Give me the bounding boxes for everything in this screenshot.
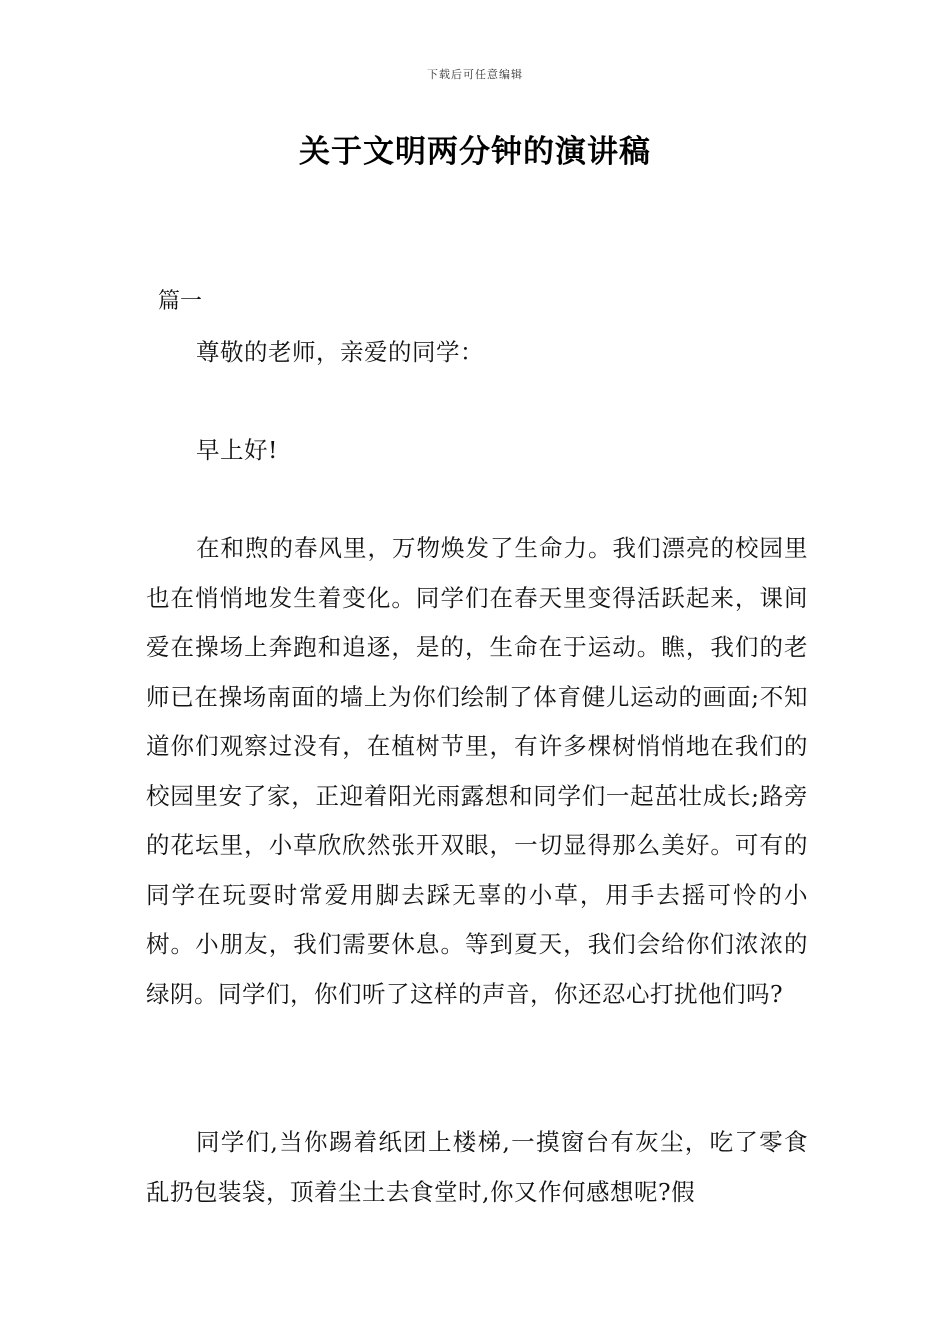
header-note: 下载后可任意编辑	[427, 68, 523, 81]
paragraph-greeting: 尊敬的老师，亲爱的同学：	[196, 338, 484, 366]
document-title: 关于文明两分钟的演讲稿	[299, 134, 651, 170]
paragraph-body: 在和煦的春风里，万物焕发了生命力。我们漂亮的校园里也在悄悄地发生着变化。同学们在春天里变得活跃起来，课间爱在操场上奔跑和追逐，是的，生命在于运动。瞧，我们的老师已在操场南面的墙上为你们绘制了体育健儿运动的画面;不知道你们观察过没有，在植树节里，有许多棵树悄悄地在我们的校园里安了家，正迎着阳光雨露想和同学们一起茁壮成长;路旁的花坛里，小草欣欣然张开双眼，一切显得那么美好。可有的同学在玩耍时常爱用脚去踩无辜的小草，用手去摇可怜的小树。小朋友，我们需要休息。等到夏天，我们会给你们浓浓的绿阴。同学们，你们听了这样的声音，你还忍心打扰他们吗?	[146, 534, 808, 1008]
paragraph-morning: 早上好!	[196, 436, 278, 464]
section-label: 篇一	[158, 289, 203, 314]
paragraph-continued: 同学们,当你踢着纸团上楼梯,一摸窗台有灰尘，吃了零食乱扔包装袋，顶着尘土去食堂时,你又作何感想呢?假	[146, 1128, 808, 1206]
